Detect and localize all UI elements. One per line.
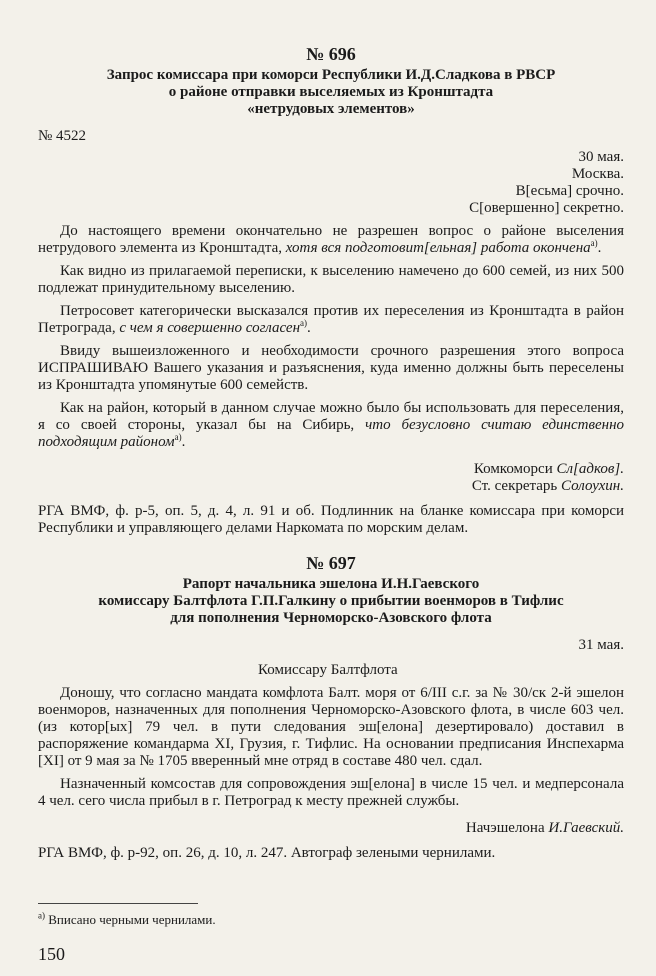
doc-697-signature: Начэшелона И.Гаевский. [465,820,624,836]
footnote [38,912,216,928]
document-page [38,36,624,862]
doc-696-paragraph-1: До настоящего времени окончательно не разрешен вопрос о районе выселения нетрудового элемента из Кронштадта, хотя вся подготовит[ельная] работа окончена$^{а)}$. [38,223,624,256]
doc-697-paragraph-1: Доношу, что согласно мандата комфлота Балт. моря от 6/III с.г. за № 30/ск 2-й эшелон военморов, назначенных для пополнения Черноморско-Азовского флота, в числе 603 чел. (из котор[ых] 79 чел. в пути следования эш[елона] дезертировало) доставил в распоряжение командарма XI, Грузия, г. Тифлис. На основании предписания Инспехарма [XI] от 9 мая за № 1705 вверенный мне отряд в составе 480 чел. сдал. [38,685,624,769]
doc-697-title-line-2: комиссару Балтфлота Г.П.Галкину о прибытии военморов в Тифлис [98,593,564,609]
footnote-mark: а) [38,910,45,921]
footnote-ref: а) [300,318,308,328]
doc-697-number: № 697 [306,553,356,573]
doc-696-urgency: В[есьма] срочно. [515,183,624,199]
footnote-ref: а) [590,238,598,248]
doc-696-source: РГА ВМФ, ф. р-5, оп. 5, д. 4, л. 91 и об. Подлинник на бланке комиссара при коморси Республики и управляющего делами Наркомата по морским делам. [38,503,624,536]
doc-696-paragraph-4: Ввиду вышеизложенного и необходимости срочного разрешения этого вопроса ИСПРАШИВАЮ Вашего указания и разъяснения, куда именно должны быть переселены из Кронштадта упомянутые 600 семейств. [38,343,624,393]
doc-696-paragraph-2: Как видно из прилагаемой переписки, к выселению намечено до 600 семей, из них 500 подлежат принудительному выселению. [38,263,624,296]
footnote-divider [38,903,198,904]
doc-696-secrecy: С[овершенно] секретно. [469,200,624,216]
doc-697-title-line-1: Рапорт начальника эшелона И.Н.Гаевского [182,576,480,592]
doc-696-signature-2: Ст. секретарь Солоухин. [471,478,624,494]
footnote-text: Вписано черными чернилами. [48,912,216,927]
doc-696-date: 30 мая. [578,149,624,165]
doc-696-title-line-3: «нетрудовых элементов» [247,101,415,117]
doc-696-place: Москва. [571,166,624,182]
doc-696-title-line-2: о районе отправки выселяемых из Кронштадта [168,84,494,100]
footnote-ref: а) [174,432,182,442]
doc-696-paragraph-5: Как на район, который в данном случае можно было бы использовать для переселения, я со своей стороны, указал бы на Сибирь, что безусловно считаю единственно подходящим районом$^{а)}$. [38,400,625,450]
doc-697-addressee: Комиссару Балтфлота [258,662,398,678]
doc-697-paragraph-2: Назначенный комсостав для сопровождения эш[елона] в числе 15 чел. и медперсонала 4 чел. сего числа прибыл в г. Петроград к месту прежней службы. [38,776,624,809]
doc-697-source: РГА ВМФ, ф. р-92, оп. 26, д. 10, л. 247. Автограф зелеными чернилами. [38,845,496,861]
page-number: 150 [38,944,65,964]
doc-696-number: № 696 [306,44,356,64]
doc-696-title-line-1: Запрос комиссара при коморси Республики И.Д.Сладкова в РВСР [106,67,556,83]
doc-696-signature-1: Комкоморси Сл[адков]. [473,461,624,477]
doc-697-title-line-3: для пополнения Черноморско-Азовского флота [170,610,492,626]
doc-696-reg-number: № 4522 [38,128,87,144]
doc-696-paragraph-3: Петросовет категорически высказался против их переселения из Кронштадта в район Петрограда, с чем я совершенно согласен$^{а)}$. [38,303,624,336]
doc-697-date: 31 мая. [578,637,624,653]
